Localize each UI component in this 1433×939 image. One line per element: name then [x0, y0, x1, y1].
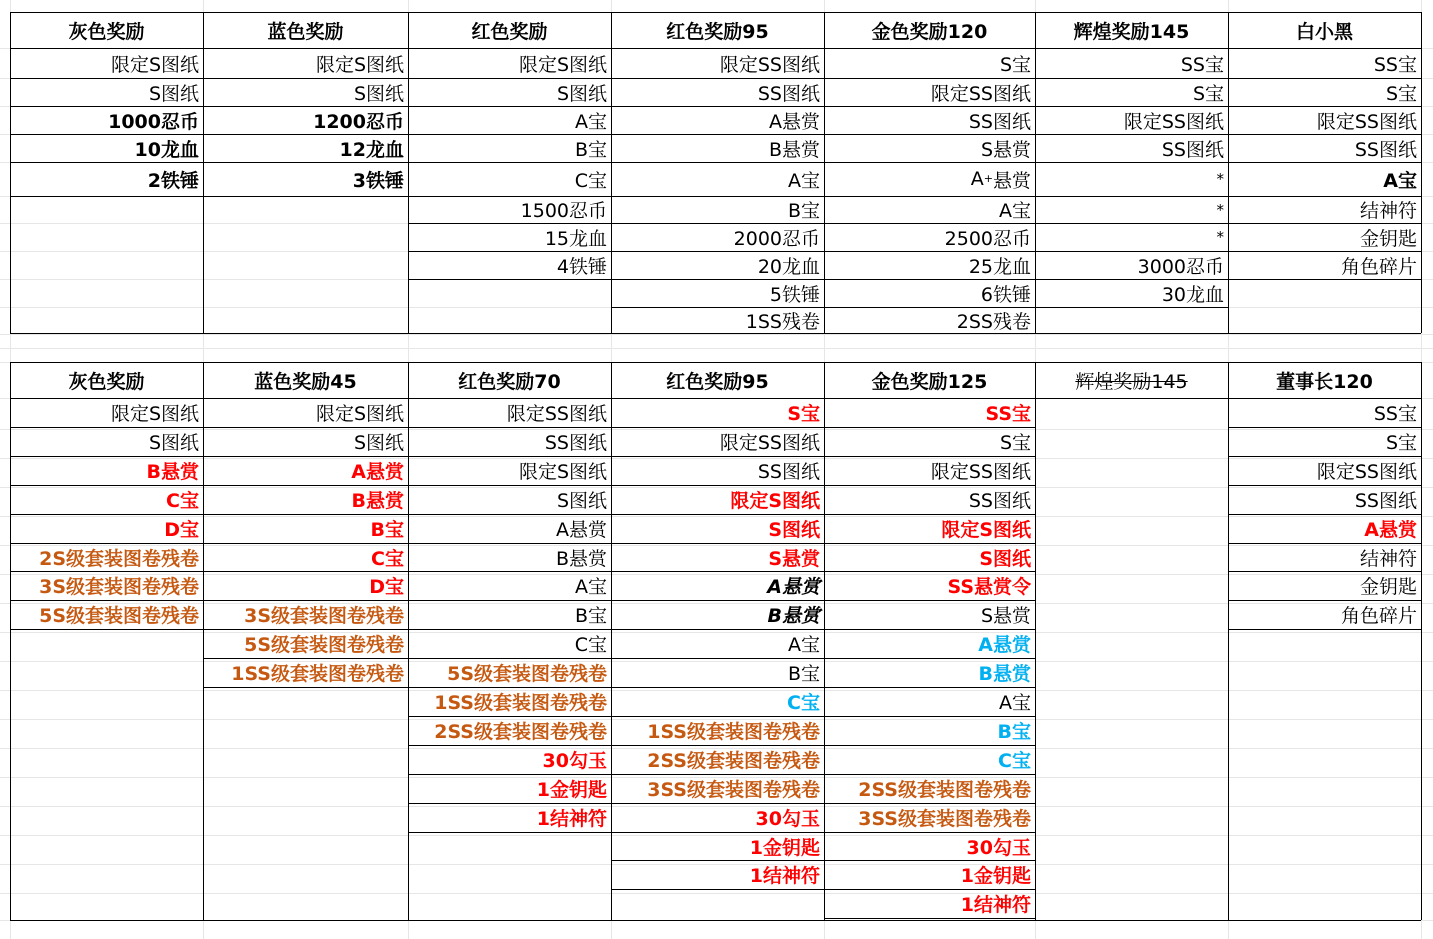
table1-cell[interactable]: 1000忍币	[108, 110, 199, 133]
table2-cell[interactable]: D宝	[164, 519, 199, 541]
table1-row-border	[1228, 279, 1421, 280]
table2-cell[interactable]: 5S级套装图卷残卷	[244, 634, 404, 656]
table2-cell[interactable]: SS图纸	[544, 432, 607, 454]
table2-cell[interactable]: 限定SS图纸	[930, 461, 1031, 483]
table2-column-border	[1035, 362, 1036, 920]
table2-cell[interactable]: SS图纸	[1354, 490, 1417, 512]
table2-cell[interactable]: B宝	[997, 721, 1031, 743]
table1-cell[interactable]: 限定SS图纸	[719, 53, 820, 76]
table1-cell[interactable]: 10龙血	[134, 138, 199, 161]
table2-cell[interactable]: 限定SS图纸	[1316, 461, 1417, 483]
table2-cell[interactable]: 3SS级套装图卷残卷	[647, 779, 820, 801]
table2-cell[interactable]: 结神符	[1359, 547, 1417, 570]
table2-cell[interactable]: A悬赏	[767, 576, 820, 598]
table1-cell[interactable]: C宝	[574, 169, 607, 192]
table1-column-border	[1421, 12, 1422, 333]
table1-cell[interactable]: A宝	[575, 110, 607, 133]
table1-cell[interactable]: 金钥匙	[1359, 227, 1417, 250]
table1-cell[interactable]: 2500忍币	[944, 227, 1031, 250]
table2-cell[interactable]: 限定SS图纸	[719, 432, 820, 454]
table2-cell[interactable]: SS悬赏令	[947, 576, 1031, 598]
table2-cell[interactable]: 1金钥匙	[536, 779, 607, 801]
table2-cell[interactable]: B悬赏	[351, 490, 404, 512]
table1-cell[interactable]: S图纸	[556, 82, 607, 105]
table2-row-border	[408, 832, 611, 833]
table2-cell[interactable]: C宝	[574, 634, 607, 656]
table1-cell[interactable]: S宝	[1385, 82, 1417, 105]
table1-cell[interactable]: SS宝	[1373, 53, 1417, 76]
table1-cell[interactable]: S宝	[999, 53, 1031, 76]
table2-cell[interactable]: A宝	[575, 576, 607, 598]
table2-cell[interactable]: SS宝	[1373, 403, 1417, 425]
table1-header-2[interactable]: 蓝色奖励	[267, 20, 344, 43]
table1-cell[interactable]: 12龙血	[339, 138, 404, 161]
table2-border-bottom	[10, 920, 1421, 921]
table2-cell[interactable]: 30勾玉	[542, 750, 607, 772]
table1-cell[interactable]: 限定S图纸	[518, 53, 607, 76]
table1-cell[interactable]: 5铁锤	[769, 283, 820, 306]
table1-cell[interactable]: 限定SS图纸	[1316, 110, 1417, 133]
table1-cell[interactable]: A悬赏	[769, 110, 820, 133]
gridline-horizontal	[0, 334, 1433, 335]
table1-cell[interactable]: S图纸	[353, 82, 404, 105]
table2-header-7[interactable]: 董事长120	[1276, 370, 1373, 393]
table2-cell[interactable]: C宝	[371, 547, 404, 570]
table1-cell[interactable]: 限定SS图纸	[930, 82, 1031, 105]
table1-cell[interactable]: 角色碎片	[1340, 255, 1417, 278]
table2-cell[interactable]: 3S级套装图卷残卷	[244, 605, 404, 627]
table2-cell[interactable]: S宝	[787, 403, 820, 425]
table1-cell[interactable]: S悬赏	[980, 138, 1031, 161]
table1-row-border	[1035, 307, 1228, 308]
table2-cell[interactable]: S图纸	[556, 490, 607, 512]
table1-cell[interactable]: 3铁锤	[352, 169, 404, 192]
table2-cell[interactable]: S图纸	[768, 519, 820, 541]
table1-cell[interactable]: 1SS残卷	[745, 311, 820, 333]
table2-cell[interactable]: 1结神符	[536, 808, 607, 830]
table2-header-6[interactable]: 辉煌奖励145	[1075, 370, 1188, 393]
table2-cell[interactable]: S图纸	[148, 432, 199, 454]
table1-cell[interactable]: 限定S图纸	[110, 53, 199, 76]
table2-cell[interactable]: 金钥匙	[1359, 576, 1417, 598]
table2-cell[interactable]: 限定S图纸	[518, 461, 607, 483]
table1-cell[interactable]: B宝	[787, 200, 820, 222]
table2-cell[interactable]: A宝	[999, 692, 1031, 714]
table1-cell[interactable]: 4铁锤	[556, 255, 607, 278]
table2-cell[interactable]: 5S级套装图卷残卷	[447, 663, 607, 685]
table2-cell[interactable]: 角色碎片	[1340, 605, 1417, 627]
table2-cell[interactable]: S悬赏	[980, 605, 1031, 627]
gridline-horizontal	[0, 348, 1433, 349]
table2-header-4[interactable]: 红色奖励95	[666, 370, 769, 393]
table2-row-border	[203, 687, 408, 688]
table2-cell[interactable]: A宝	[788, 634, 820, 656]
table1-cell[interactable]: S图纸	[148, 82, 199, 105]
table2-cell[interactable]: S图纸	[353, 432, 404, 454]
table2-cell[interactable]: S图纸	[979, 547, 1031, 570]
table2-cell[interactable]: A悬赏	[556, 519, 607, 541]
table2-cell[interactable]: S宝	[1385, 432, 1417, 454]
table2-header-1[interactable]: 灰色奖励	[68, 370, 145, 393]
table2-cell[interactable]: A悬赏	[1364, 519, 1417, 541]
table2-cell[interactable]: B悬赏	[555, 547, 607, 570]
table2-cell[interactable]: 2S级套装图卷残卷	[39, 547, 199, 570]
table1-cell[interactable]: 限定SS图纸	[1123, 110, 1224, 133]
table1-cell[interactable]: 20龙血	[757, 255, 820, 278]
table1-header-3[interactable]: 红色奖励	[471, 20, 548, 43]
table1-cell[interactable]: 限定S图纸	[315, 53, 404, 76]
table1-cell[interactable]: A + 悬赏	[824, 162, 1035, 196]
table1-header-4[interactable]: 红色奖励95	[666, 20, 769, 43]
table2-cell[interactable]: B宝	[574, 605, 607, 627]
table1-cell[interactable]: 2SS残卷	[956, 311, 1031, 333]
table2-cell[interactable]: SS图纸	[757, 461, 820, 483]
table2-cell[interactable]: 2SS级套装图卷残卷	[858, 779, 1031, 801]
table2-cell[interactable]: 2SS级套装图卷残卷	[434, 721, 607, 743]
table2-cell[interactable]: C宝	[166, 490, 199, 512]
table1-cell[interactable]: SS图纸	[1161, 138, 1224, 161]
table1-cell[interactable]: 3000忍币	[1137, 255, 1224, 278]
table1-header-1[interactable]: 灰色奖励	[68, 20, 145, 43]
table1-cell[interactable]: S宝	[1192, 82, 1224, 105]
table1-cell[interactable]: SS图纸	[1354, 138, 1417, 161]
table1-cell[interactable]: *	[1216, 200, 1224, 219]
table2-cell[interactable]: B宝	[787, 663, 820, 685]
table2-cell[interactable]: D宝	[369, 576, 404, 598]
table1-cell[interactable]: 2铁锤	[147, 169, 199, 192]
table1-cell[interactable]: B宝	[574, 138, 607, 161]
table2-cell[interactable]: 1结神符	[960, 894, 1031, 916]
table1-cell[interactable]: 15龙血	[544, 227, 607, 250]
table2-cell[interactable]: 3SS级套装图卷残卷	[858, 808, 1031, 830]
table2-row-border	[611, 889, 824, 890]
table1-header-7[interactable]: 白小黑	[1295, 20, 1353, 43]
table1-cell[interactable]: 结神符	[1359, 200, 1417, 222]
table2-cell[interactable]: B悬赏	[146, 461, 199, 483]
table2-cell[interactable]: 限定SS图纸	[506, 403, 607, 425]
table2-cell[interactable]: 1SS级套装图卷残卷	[231, 663, 404, 685]
table2-row-border	[10, 629, 203, 630]
table2-cell[interactable]: 1SS级套装图卷残卷	[434, 692, 607, 714]
table1-cell[interactable]: 2000忍币	[733, 227, 820, 250]
table1-cell[interactable]: *	[1216, 228, 1224, 246]
cell-text: A	[970, 168, 984, 190]
table1-row-border	[408, 279, 611, 280]
table2-row-border	[824, 918, 1035, 919]
table2-cell[interactable]: 1金钥匙	[960, 865, 1031, 887]
table1-cell[interactable]: A宝	[999, 200, 1031, 222]
gridline-horizontal	[0, 893, 1433, 894]
table2-cell[interactable]: 限定S图纸	[110, 403, 199, 425]
table2-cell[interactable]: 30勾玉	[755, 808, 820, 830]
table2-cell[interactable]: 1金钥匙	[749, 836, 820, 859]
table2-cell[interactable]: C宝	[787, 692, 820, 714]
table1-cell[interactable]: SS图纸	[968, 110, 1031, 133]
table2-header-3[interactable]: 红色奖励70	[458, 370, 561, 393]
table2-cell[interactable]: 限定S图纸	[730, 490, 820, 512]
table2-cell[interactable]: 1结神符	[749, 865, 820, 887]
table1-cell[interactable]: B悬赏	[768, 138, 820, 161]
table2-cell[interactable]: A悬赏	[978, 634, 1031, 656]
table1-cell[interactable]: *	[1216, 170, 1224, 188]
table2-cell[interactable]: B宝	[370, 519, 404, 541]
table2-cell[interactable]: 2SS级套装图卷残卷	[647, 750, 820, 772]
table1-header-6[interactable]: 辉煌奖励145	[1073, 20, 1190, 43]
table1-cell[interactable]: 25龙血	[968, 255, 1031, 278]
table1-cell[interactable]: 30龙血	[1161, 283, 1224, 306]
table1-cell[interactable]: 6铁锤	[980, 283, 1031, 306]
table2-cell[interactable]: S宝	[999, 432, 1031, 454]
table1-cell[interactable]: SS图纸	[757, 82, 820, 105]
table1-cell[interactable]: A宝	[788, 169, 820, 192]
table1-header-5[interactable]: 金色奖励120	[871, 20, 988, 43]
table2-cell[interactable]: 限定S图纸	[941, 519, 1031, 541]
table2-cell[interactable]: B悬赏	[767, 605, 820, 627]
table2-row-border	[1228, 629, 1421, 630]
table1-cell[interactable]: 1200忍币	[313, 110, 404, 133]
table2-column-border	[1421, 362, 1422, 920]
table2-cell[interactable]: B悬赏	[978, 663, 1031, 685]
table2-cell[interactable]: 30勾玉	[966, 836, 1031, 859]
table2-cell[interactable]: SS图纸	[968, 490, 1031, 512]
cell-text: 悬赏	[992, 169, 1031, 192]
table1-row-border	[203, 196, 408, 197]
table2-cell[interactable]: C宝	[998, 750, 1031, 772]
table1-row-border	[10, 196, 203, 197]
table2-header-5[interactable]: 金色奖励125	[871, 370, 988, 393]
table2-cell[interactable]: SS宝	[985, 403, 1031, 425]
table1-cell[interactable]: SS宝	[1180, 53, 1224, 76]
table2-cell[interactable]: 限定S图纸	[315, 403, 404, 425]
table1-cell[interactable]: 1500忍币	[520, 200, 607, 222]
table2-cell[interactable]: 5S级套装图卷残卷	[39, 605, 199, 627]
table2-header-2[interactable]: 蓝色奖励45	[254, 370, 357, 393]
table2-cell[interactable]: S悬赏	[768, 547, 820, 570]
table2-cell[interactable]: 1SS级套装图卷残卷	[647, 721, 820, 743]
table2-cell[interactable]: 3S级套装图卷残卷	[39, 576, 199, 598]
table1-cell[interactable]: A宝	[1383, 169, 1417, 192]
table2-cell[interactable]: A悬赏	[351, 461, 404, 483]
